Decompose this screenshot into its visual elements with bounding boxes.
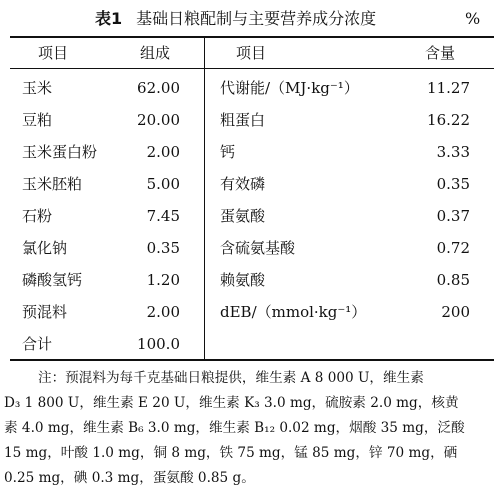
ingredient-name: 合计 — [22, 335, 53, 353]
table-row — [0, 104, 504, 136]
nutrient-name: 钙 — [220, 143, 236, 161]
ingredient-value: 20.00 — [137, 111, 180, 129]
ingredient-name: 豆粕 — [22, 111, 53, 129]
ingredient-value: 5.00 — [146, 175, 180, 193]
header-content: 含量 — [425, 44, 456, 62]
header-item-left: 项目 — [38, 44, 69, 62]
nutrient-name: 有效磷 — [220, 175, 266, 193]
table-row — [0, 328, 504, 360]
nutrient-value: 11.27 — [427, 79, 470, 97]
table-row — [0, 264, 504, 296]
ingredient-name: 玉米蛋白粉 — [22, 143, 98, 161]
header-rule — [10, 68, 494, 69]
nutrient-name: 粗蛋白 — [220, 111, 266, 129]
nutrient-value: 3.33 — [436, 143, 470, 161]
table-row — [0, 296, 504, 328]
nutrient-name: 含硫氨基酸 — [220, 239, 296, 257]
top-rule — [10, 36, 494, 38]
ingredient-value: 1.20 — [146, 271, 180, 289]
table-title: 基础日粮配制与主要营养成分浓度 — [136, 9, 377, 28]
table-footnote — [4, 366, 498, 491]
note-line: 注：预混料为每千克基础日粮提供，维生素 A 8 000 U，维生素 — [38, 370, 424, 386]
nutrient-name: 蛋氨酸 — [220, 207, 266, 225]
nutrient-name: 代谢能/（MJ·kg⁻¹） — [220, 79, 359, 97]
table-unit: % — [465, 9, 481, 28]
table-row — [0, 168, 504, 200]
note-line: 素 4.0 mg，维生素 B₆ 3.0 mg，维生素 B₁₂ 0.02 mg，烟酸 35 mg，泛酸 — [4, 420, 465, 436]
table-label: 表1 — [95, 9, 123, 28]
ingredient-value: 100.0 — [137, 335, 180, 353]
ingredient-name: 氯化钠 — [22, 239, 68, 257]
nutrient-name: 赖氨酸 — [220, 271, 266, 289]
ingredient-name: 磷酸氢钙 — [22, 271, 83, 289]
header-composition: 组成 — [140, 44, 171, 62]
ingredient-value: 0.35 — [146, 239, 180, 257]
ingredient-value: 2.00 — [146, 303, 180, 321]
nutrient-value: 200 — [441, 303, 470, 321]
ingredient-value: 7.45 — [146, 207, 180, 225]
table-row — [0, 136, 504, 168]
table-row — [0, 200, 504, 232]
nutrient-value: 0.85 — [436, 271, 470, 289]
ingredient-name: 石粉 — [22, 207, 53, 225]
nutrient-name: dEB/（mmol·kg⁻¹） — [220, 303, 367, 321]
nutrient-value: 0.72 — [436, 239, 470, 257]
note-line: 0.25 mg，碘 0.3 mg，蛋氨酸 0.85 g。 — [4, 470, 255, 486]
table-row — [0, 72, 504, 104]
ingredient-name: 玉米 — [22, 79, 53, 97]
header-item-right: 项目 — [236, 44, 267, 62]
table-row — [0, 232, 504, 264]
nutrient-value: 0.37 — [436, 207, 470, 225]
ingredient-name: 预混料 — [22, 303, 68, 321]
note-line: D₃ 1 800 U，维生素 E 20 U，维生素 K₃ 3.0 mg，硫胺素 2.0 mg，核黄 — [4, 395, 459, 411]
nutrient-value: 0.35 — [436, 175, 470, 193]
nutrient-value: 16.22 — [427, 111, 470, 129]
ingredient-value: 2.00 — [146, 143, 180, 161]
note-line: 15 mg，叶酸 1.0 mg，铜 8 mg，铁 75 mg，锰 85 mg，锌 70 mg，硒 — [4, 445, 458, 461]
table-caption — [0, 6, 504, 32]
ingredient-name: 玉米胚粕 — [22, 175, 83, 193]
ingredient-value: 62.00 — [137, 79, 180, 97]
